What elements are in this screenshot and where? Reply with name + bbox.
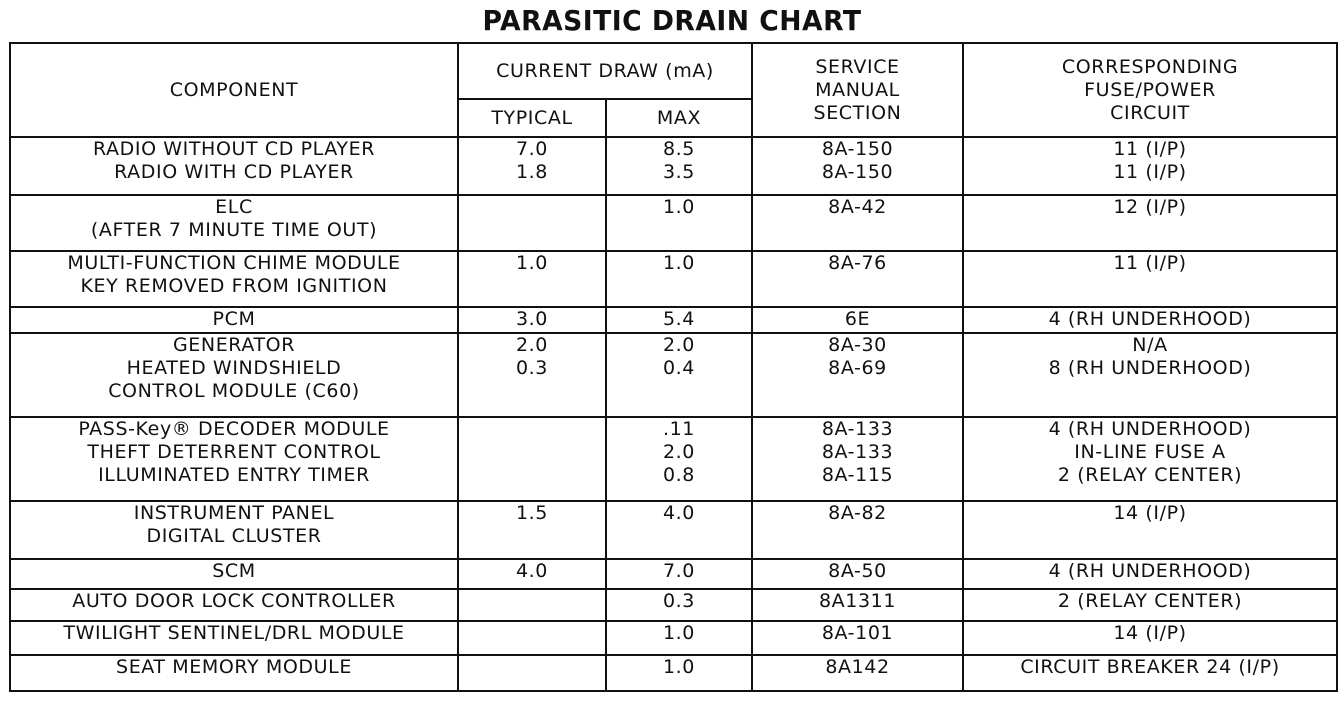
cell-fuse — [963, 137, 1337, 195]
component-line: GENERATOR — [172, 334, 296, 356]
cell-fuse — [963, 195, 1337, 251]
cell-fuse — [963, 307, 1337, 333]
cell-max — [606, 589, 752, 621]
section-line: 8A-133 — [821, 418, 894, 440]
cell-max — [606, 559, 752, 589]
component-line: HEATED WINDSHIELD — [126, 357, 342, 379]
component-line: CONTROL MODULE (C60) — [108, 380, 360, 402]
component-line: AUTO DOOR LOCK CONTROLLER — [72, 590, 396, 612]
cell-section — [752, 559, 963, 589]
cell-max — [606, 621, 752, 655]
section-line: 8A-150 — [821, 138, 894, 160]
header-current-draw: CURRENT DRAW (mA) — [458, 43, 752, 99]
cell-component — [10, 251, 458, 307]
section-line: 8A-30 — [828, 334, 887, 356]
header-service-manual-section: SERVICE MANUAL SECTION — [752, 43, 963, 137]
section-line: 8A-69 — [828, 357, 887, 379]
max-line: 0.4 — [662, 357, 696, 379]
fuse-line: 4 (RH UNDERHOOD) — [1048, 418, 1252, 440]
table-row — [10, 655, 1337, 691]
cell-component — [10, 559, 458, 589]
table-row — [10, 589, 1337, 621]
cell-fuse — [963, 333, 1337, 417]
cell-typical — [458, 655, 606, 691]
component-line: MULTI-FUNCTION CHIME MODULE — [67, 252, 401, 274]
section-line: 8A-50 — [828, 560, 887, 582]
cell-component — [10, 307, 458, 333]
table-row — [10, 621, 1337, 655]
section-line: 8A-150 — [821, 161, 894, 183]
cell-typical — [458, 251, 606, 307]
typical-line: 1.0 — [515, 252, 549, 274]
max-line: 1.0 — [662, 196, 696, 218]
cell-component — [10, 137, 458, 195]
cell-component — [10, 621, 458, 655]
typical-line: 0.3 — [515, 357, 549, 379]
section-line: 8A-115 — [821, 464, 894, 486]
fuse-line: CIRCUIT BREAKER 24 (I/P) — [1020, 656, 1280, 678]
table-row — [10, 333, 1337, 417]
section-line: 8A-133 — [821, 441, 894, 463]
fuse-line: 11 (I/P) — [1113, 138, 1187, 160]
section-line: 8A-101 — [821, 622, 894, 644]
max-line: 5.4 — [662, 308, 696, 330]
component-line: ELC — [215, 196, 253, 218]
max-line: .11 — [662, 418, 696, 440]
cell-max — [606, 501, 752, 559]
section-line: 6E — [844, 308, 871, 330]
fuse-line: 14 (I/P) — [1113, 502, 1187, 524]
max-line: 0.8 — [662, 464, 696, 486]
cell-typical — [458, 589, 606, 621]
cell-section — [752, 589, 963, 621]
fuse-line: 2 (RELAY CENTER) — [1057, 590, 1243, 612]
cell-section — [752, 417, 963, 501]
typical-line: 2.0 — [515, 334, 549, 356]
cell-section — [752, 621, 963, 655]
typical-line: 1.8 — [515, 161, 549, 183]
component-line: RADIO WITHOUT CD PLAYER — [93, 138, 375, 160]
component-line: SCM — [212, 560, 256, 582]
table-row — [10, 251, 1337, 307]
parasitic-drain-table — [9, 42, 1338, 692]
section-line: 8A-42 — [828, 196, 887, 218]
fuse-line: 4 (RH UNDERHOOD) — [1048, 308, 1252, 330]
cell-section — [752, 137, 963, 195]
component-line: RADIO WITH CD PLAYER — [114, 161, 354, 183]
cell-typical — [458, 417, 606, 501]
fuse-line: 14 (I/P) — [1113, 622, 1187, 644]
cell-component — [10, 417, 458, 501]
cell-component — [10, 655, 458, 691]
section-line: 8A1311 — [818, 590, 897, 612]
typical-line: 4.0 — [515, 560, 549, 582]
cell-max — [606, 251, 752, 307]
section-line: 8A-82 — [828, 502, 887, 524]
component-line: (AFTER 7 MINUTE TIME OUT) — [90, 219, 378, 241]
max-line: 1.0 — [662, 656, 696, 678]
component-line: THEFT DETERRENT CONTROL — [87, 441, 381, 463]
max-line: 0.3 — [662, 590, 696, 612]
cell-component — [10, 589, 458, 621]
component-line: KEY REMOVED FROM IGNITION — [80, 275, 388, 297]
cell-max — [606, 307, 752, 333]
cell-fuse — [963, 501, 1337, 559]
cell-section — [752, 501, 963, 559]
cell-typical — [458, 195, 606, 251]
table-row — [10, 195, 1337, 251]
max-line: 2.0 — [662, 441, 696, 463]
cell-typical — [458, 137, 606, 195]
component-line: DIGITAL CLUSTER — [146, 525, 322, 547]
table-body — [10, 137, 1337, 691]
cell-fuse — [963, 621, 1337, 655]
max-line: 1.0 — [662, 622, 696, 644]
max-line: 3.5 — [662, 161, 696, 183]
fuse-line: IN-LINE FUSE A — [1074, 441, 1226, 463]
fuse-line: 11 (I/P) — [1113, 252, 1187, 274]
header-fuse-power-circuit: CORRESPONDING FUSE/POWER CIRCUIT — [963, 43, 1337, 137]
max-line: 7.0 — [662, 560, 696, 582]
section-line: 8A142 — [825, 656, 890, 678]
table-row — [10, 559, 1337, 589]
header-max: MAX — [606, 99, 752, 137]
section-line: 8A-76 — [828, 252, 887, 274]
fuse-line: 8 (RH UNDERHOOD) — [1048, 357, 1252, 379]
cell-max — [606, 137, 752, 195]
table-row — [10, 501, 1337, 559]
cell-max — [606, 195, 752, 251]
max-line: 4.0 — [662, 502, 696, 524]
fuse-line: 11 (I/P) — [1113, 161, 1187, 183]
max-line: 1.0 — [662, 252, 696, 274]
fuse-line: 2 (RELAY CENTER) — [1057, 464, 1243, 486]
cell-component — [10, 195, 458, 251]
component-line: TWILIGHT SENTINEL/DRL MODULE — [63, 622, 405, 644]
typical-line: 1.5 — [515, 502, 549, 524]
max-line: 8.5 — [662, 138, 696, 160]
component-line: ILLUMINATED ENTRY TIMER — [98, 464, 370, 486]
component-line: SEAT MEMORY MODULE — [116, 656, 352, 678]
cell-max — [606, 655, 752, 691]
component-line: INSTRUMENT PANEL — [133, 502, 335, 524]
fuse-line: 12 (I/P) — [1113, 196, 1187, 218]
fuse-line: N/A — [1132, 334, 1168, 356]
cell-component — [10, 501, 458, 559]
cell-section — [752, 251, 963, 307]
cell-fuse — [963, 417, 1337, 501]
table-row — [10, 137, 1337, 195]
cell-fuse — [963, 589, 1337, 621]
header-typical: TYPICAL — [458, 99, 606, 137]
cell-section — [752, 307, 963, 333]
typical-line: 7.0 — [515, 138, 549, 160]
max-line: 2.0 — [662, 334, 696, 356]
cell-typical — [458, 307, 606, 333]
cell-component — [10, 333, 458, 417]
typical-line: 3.0 — [515, 308, 549, 330]
page-title: PARASITIC DRAIN CHART — [482, 4, 862, 37]
cell-section — [752, 195, 963, 251]
cell-fuse — [963, 559, 1337, 589]
cell-fuse — [963, 251, 1337, 307]
fuse-line: 4 (RH UNDERHOOD) — [1048, 560, 1252, 582]
cell-max — [606, 333, 752, 417]
component-line: PASS-Key® DECODER MODULE — [78, 418, 390, 440]
table-row — [10, 417, 1337, 501]
cell-section — [752, 655, 963, 691]
cell-typical — [458, 501, 606, 559]
cell-fuse — [963, 655, 1337, 691]
table-row — [10, 307, 1337, 333]
cell-typical — [458, 333, 606, 417]
cell-max — [606, 417, 752, 501]
cell-typical — [458, 621, 606, 655]
cell-section — [752, 333, 963, 417]
cell-typical — [458, 559, 606, 589]
header-component: COMPONENT — [10, 43, 458, 137]
component-line: PCM — [212, 308, 256, 330]
